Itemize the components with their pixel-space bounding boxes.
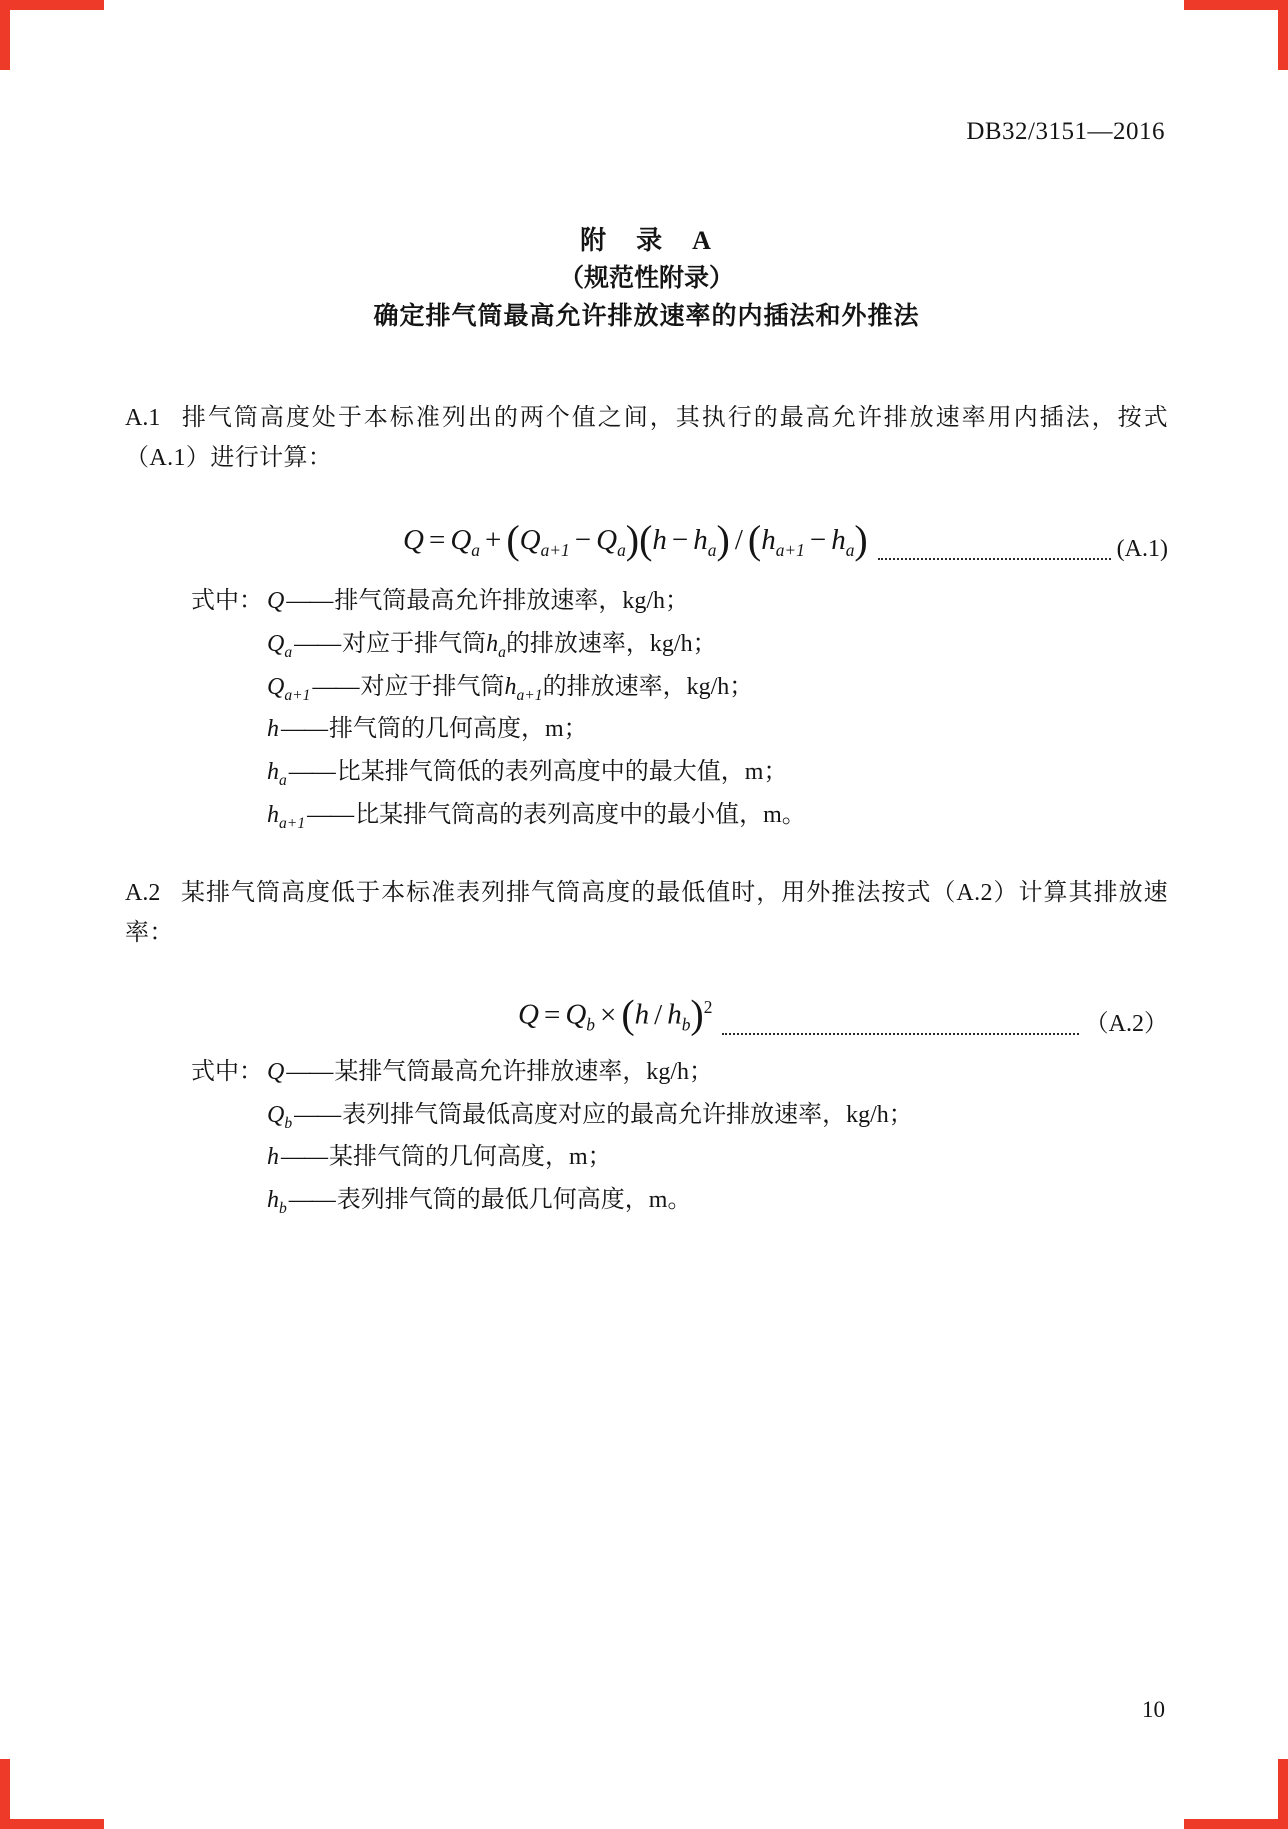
math-subscript: b: [681, 1014, 691, 1035]
math-subscript: a+1: [540, 540, 570, 560]
math-token: Q: [519, 524, 541, 557]
math-paren: (: [639, 517, 653, 563]
definition-symbol: $Q_{a+1}$: [267, 673, 311, 704]
definition-symbol: $h_{a+1}$: [267, 801, 306, 832]
math-token: h: [667, 998, 682, 1031]
definitions-a1: [125, 584, 1168, 841]
appendix-title: 附 录 A: [580, 226, 713, 255]
math-subscript: a: [707, 540, 717, 560]
math-paren: ): [716, 517, 730, 563]
equation-a1: [403, 517, 868, 570]
definition-item: [125, 1183, 1168, 1226]
definition-symbol: $h_b$: [267, 1187, 287, 1217]
equation-number-a1: (A.1): [1116, 536, 1168, 562]
math-superscript: 2: [703, 997, 713, 1018]
section-a2-text: 某排气筒高度低于本标准表列排气筒高度的最低值时，用外推法按式（A.2）计算其排放速率：: [125, 879, 1168, 946]
definitions-a2: [125, 1055, 1168, 1226]
definition-dash: ——: [286, 1058, 333, 1085]
math-token: =: [543, 998, 561, 1031]
equation-a1-row: [125, 506, 1168, 570]
definition-symbol: $Q_b$: [267, 1101, 293, 1132]
math-token: h: [652, 524, 667, 557]
math-paren: ): [690, 991, 704, 1037]
definition-dash: ——: [288, 759, 335, 786]
math-token: /: [654, 998, 663, 1031]
math-token: Q: [403, 524, 424, 557]
definition-text: 表列排气筒的最低几何高度，m。: [336, 1187, 692, 1214]
definition-dash: ——: [286, 588, 333, 614]
section-a1-paragraph: [125, 398, 1168, 478]
crop-mark-bottom-left: [0, 1759, 104, 1829]
section-label-a1: A.1: [125, 405, 161, 431]
math-subscript: a: [617, 540, 626, 560]
crop-mark-top-left: [0, 0, 104, 70]
where-label: 式中：: [191, 588, 263, 614]
definition-item: [125, 798, 1168, 841]
crop-mark-top-right: [1184, 0, 1288, 70]
definition-text: 对应于排气筒$h_a$的排放速率，kg/h；: [342, 630, 717, 661]
doc-number: DB32/3151—2016: [966, 118, 1165, 145]
definition-item: [125, 1098, 1168, 1141]
math-subscript: a: [845, 540, 855, 560]
appendix-subtitle: （规范性附录）: [558, 265, 734, 292]
section-label-a2: A.2: [125, 879, 161, 906]
math-token: −: [809, 524, 827, 557]
math-token: Q: [565, 998, 587, 1031]
math-token: h: [761, 524, 776, 557]
math-paren: ): [625, 517, 640, 563]
definition-text: 对应于排气筒$h_{a+1}$的排放速率，kg/h；: [360, 673, 754, 704]
definition-text: 比某排气筒低的表列高度中的最大值，m；: [336, 759, 788, 786]
math-paren: (: [621, 991, 635, 1037]
math-token: Q: [596, 524, 618, 557]
definition-symbol: $Q_a$: [267, 630, 293, 661]
definition-dash: ——: [294, 630, 341, 657]
equation-a2-row: [125, 981, 1168, 1045]
math-token: −: [671, 524, 689, 557]
document-content: [125, 222, 1168, 1226]
appendix-title-block: [125, 222, 1168, 336]
crop-mark-bottom-right: [1184, 1759, 1288, 1829]
definition-text: 排气筒的几何高度，m；: [329, 716, 588, 743]
math-paren: ): [854, 517, 868, 563]
definition-symbol: h: [267, 716, 279, 743]
definition-text: 排气筒最高允许排放速率，kg/h；: [334, 588, 690, 614]
definition-item: [125, 670, 1168, 713]
definition-item: [125, 627, 1168, 670]
where-label: 式中：: [191, 1058, 263, 1085]
definition-text: 某排气筒的几何高度，m；: [329, 1144, 612, 1171]
definition-symbol: Q: [267, 588, 285, 614]
definition-symbol: $h_a$: [267, 759, 287, 789]
definition-dash: ——: [307, 801, 354, 828]
section-a1-text: 排气筒高度处于本标准列出的两个值之间，其执行的最高允许排放速率用内插法，按式（A.1）进行计算：: [125, 405, 1168, 471]
definition-item: [125, 712, 1168, 755]
math-token: Q: [450, 524, 472, 557]
math-subscript: a: [471, 540, 480, 560]
definition-item: [125, 584, 1168, 627]
appendix-heading: 确定排气筒最高允许排放速率的内插法和外推法: [373, 303, 920, 330]
definition-dash: ——: [281, 1144, 327, 1171]
equation-number-a2: （A.2）: [1084, 1010, 1168, 1037]
math-paren: (: [506, 517, 520, 563]
math-token: /: [734, 524, 743, 557]
definition-text: 表列排气筒最低高度对应的最高允许排放速率，kg/h；: [342, 1101, 913, 1128]
math-token: h: [693, 524, 708, 557]
math-paren: (: [747, 517, 762, 563]
definition-text: 比某排气筒高的表列高度中的最小值，m。: [355, 801, 806, 828]
math-token: Q: [518, 998, 539, 1031]
definition-dash: ——: [312, 673, 359, 700]
math-token: h: [634, 998, 650, 1031]
section-a2-paragraph: [125, 873, 1168, 953]
definition-item: [125, 755, 1168, 798]
math-token: +: [484, 524, 502, 557]
definition-item: [125, 1140, 1168, 1183]
definition-dash: ——: [288, 1187, 335, 1214]
definition-text: 某排气筒最高允许排放速率，kg/h；: [334, 1058, 714, 1085]
dot-leader: [722, 1033, 1078, 1035]
definition-item: [125, 1055, 1168, 1098]
equation-a2: [518, 987, 712, 1044]
math-subscript: a+1: [775, 540, 805, 560]
page-number: 10: [1142, 1697, 1165, 1722]
definition-dash: ——: [294, 1101, 341, 1128]
math-token: h: [831, 524, 846, 557]
dot-leader: [878, 558, 1111, 560]
math-subscript: b: [586, 1014, 595, 1035]
math-token: =: [428, 524, 446, 557]
math-token: ×: [599, 998, 617, 1031]
math-token: −: [574, 524, 592, 557]
definition-symbol: Q: [267, 1058, 285, 1085]
definition-dash: ——: [281, 716, 327, 743]
definition-symbol: h: [267, 1144, 279, 1171]
